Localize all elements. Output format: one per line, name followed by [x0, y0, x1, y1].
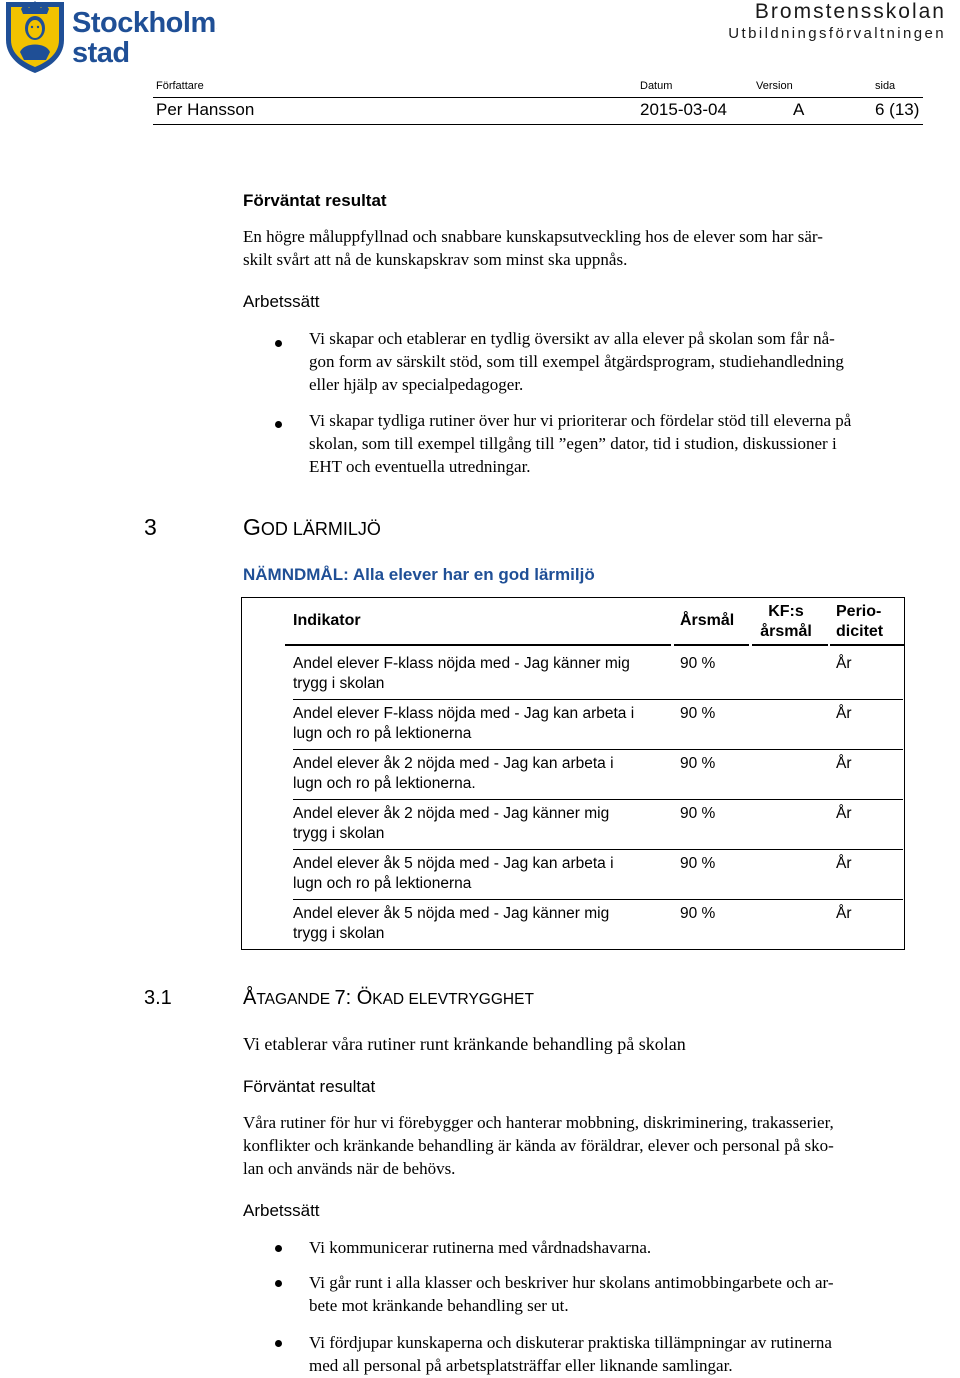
title-part: 7: [334, 987, 346, 1009]
indicator-cell: [293, 904, 668, 944]
cell-line: trygg i skolan: [293, 925, 385, 942]
cell-line: Andel elever åk 2 nöjda med - Jag känner mig: [293, 805, 610, 822]
period-cell: År: [836, 805, 852, 822]
expected-result-heading-2: Förväntat resultat: [243, 1077, 376, 1096]
col-indicator-header: Indikator: [293, 612, 361, 629]
text-line: Vi fördjupar kunskaperna och diskuterar praktiska tillämpningar av rutinerna: [309, 1333, 832, 1352]
header-divider-bottom: [153, 124, 923, 125]
header-rule: [830, 644, 904, 646]
indicator-cell: [293, 854, 668, 894]
bullet-icon: [275, 1340, 282, 1347]
cell-line: Andel elever F-klass nöjda med - Jag känner mig: [293, 655, 630, 672]
title-part: Ö: [356, 987, 373, 1009]
cell-line: lugn och ro på lektionerna: [293, 875, 472, 892]
expected-result-text-2: [243, 1111, 955, 1180]
table-row: [242, 700, 904, 750]
cell-line: Andel elever åk 5 nöjda med - Jag kan arbeta i: [293, 855, 614, 872]
text-line: Våra rutiner för hur vi förebygger och hanterar mobbning, diskriminering, trakasserier,: [243, 1113, 834, 1132]
version-label: Version: [756, 80, 793, 92]
title-rest: OD LÄRMILJÖ: [260, 519, 381, 539]
cell-line: Andel elever åk 5 nöjda med - Jag känner mig: [293, 905, 610, 922]
cell-line: trygg i skolan: [293, 825, 385, 842]
table-row: [242, 900, 904, 950]
target-cell: 90 %: [680, 655, 716, 672]
target-cell: 90 %: [680, 755, 716, 772]
cell-line: lugn och ro på lektionerna.: [293, 775, 476, 792]
method-bullet-1: [309, 327, 954, 396]
cell-line: lugn och ro på lektionerna: [293, 725, 472, 742]
indicator-table: [241, 597, 905, 950]
method-heading-2: Arbetssätt: [243, 1201, 320, 1220]
text-line: skolan, som till exempel tillgång till ”egen” dator, tid i studion, diskussioner i: [309, 434, 837, 453]
subsection-intro: Vi etablerar våra rutiner runt kränkande behandling på skolan: [243, 1034, 686, 1054]
indicator-cell: [293, 754, 668, 794]
svg-text:Stockholms: Stockholms: [72, 7, 217, 39]
subsection-title: [243, 987, 534, 1010]
period-cell: År: [836, 655, 852, 672]
target-cell: 90 %: [680, 855, 716, 872]
meta-values: [0, 100, 960, 124]
title-part: :: [345, 987, 357, 1009]
bullet-icon: [275, 340, 282, 347]
header-divider-top: [153, 97, 923, 98]
title-initial: G: [243, 514, 261, 540]
cell-line: Andel elever åk 2 nöjda med - Jag kan arbeta i: [293, 755, 614, 772]
method-bullet-2: [309, 409, 954, 478]
indicator-cell: [293, 654, 668, 694]
committee-goal: NÄMNDMÅL: Alla elever har en god lärmiljö: [243, 565, 595, 584]
header-rule: [674, 644, 749, 646]
header-line: KF:s: [768, 603, 804, 620]
indicator-cell: [293, 804, 668, 844]
header-line: Perio-: [836, 603, 882, 620]
text-line: Vi kommunicerar rutinerna med vårdnadshavarna.: [309, 1238, 652, 1257]
date-value: 2015-03-04: [640, 100, 727, 119]
page-value: 6 (13): [875, 100, 920, 119]
text-line: med all personal på arbetsplatsträffar eller liknande samlingar.: [309, 1356, 733, 1375]
header-line: dicitet: [836, 623, 884, 640]
page-label: sida: [875, 80, 896, 92]
table-row: [242, 850, 904, 900]
school-name: Bromstensskolan: [754, 0, 946, 23]
date-label: Datum: [640, 80, 673, 92]
header-line: årsmål: [760, 623, 812, 640]
meta-labels: [0, 80, 960, 96]
indicator-cell: [293, 704, 668, 744]
text-line: Vi skapar tydliga rutiner över hur vi prioriterar och fördelar stöd till eleverna på: [309, 411, 852, 430]
text-line: gon form av särskilt stöd, som till exempel åtgärdsprogram, studiehandledning: [309, 352, 844, 371]
table-row: [242, 750, 904, 800]
text-line: skilt svårt att nå de kunskapskrav som minst ska uppnås.: [243, 250, 628, 269]
period-cell: År: [836, 755, 852, 772]
version-value: A: [793, 100, 805, 119]
text-line: eller hjälp av specialpedagoger.: [309, 375, 524, 394]
col-period-header: [836, 602, 883, 642]
method-bullet-4: [309, 1271, 954, 1317]
cell-line: trygg i skolan: [293, 675, 385, 692]
expected-result-heading: Förväntat resultat: [243, 191, 387, 210]
title-part: Å: [243, 987, 257, 1009]
method-bullet-3: [309, 1236, 954, 1259]
cell-line: Andel elever F-klass nöjda med - Jag kan arbeta i: [293, 705, 635, 722]
bullet-icon: [275, 1280, 282, 1287]
author-label: Författare: [156, 80, 204, 92]
header-rule: [752, 644, 828, 646]
table-row: [242, 650, 904, 700]
section-title: [243, 514, 381, 541]
text-line: Vi skapar och etablerar en tydlig översikt av alla elever på skolan som får nå-: [309, 329, 835, 348]
target-cell: 90 %: [680, 805, 716, 822]
text-line: Vi går runt i alla klasser och beskriver hur skolans antimobbingarbete och ar-: [309, 1273, 834, 1292]
expected-result-text: [243, 225, 955, 271]
department-name: Utbildningsförvaltningen: [728, 25, 946, 42]
text-line: En högre måluppfyllnad och snabbare kunskapsutveckling hos de elever som har sär-: [243, 227, 823, 246]
subsection-number: 3.1: [144, 987, 172, 1009]
period-cell: År: [836, 855, 852, 872]
text-line: konflikter och kränkande behandling är kända av föräldrar, elever och personal på sko-: [243, 1136, 834, 1155]
section-number: 3: [144, 514, 157, 540]
col-target-header: Årsmål: [680, 612, 735, 629]
period-cell: År: [836, 905, 852, 922]
svg-text:stad: stad: [72, 37, 130, 69]
header-rule: [285, 644, 671, 646]
table-row: [242, 800, 904, 850]
text-line: EHT och eventuella utredningar.: [309, 457, 531, 476]
text-line: lan och används när de behövs.: [243, 1159, 456, 1178]
method-heading: Arbetssätt: [243, 292, 320, 311]
text-line: bete mot kränkande behandling ser ut.: [309, 1296, 569, 1315]
stockholms-stad-logo: [2, 0, 217, 74]
method-bullet-5: [309, 1331, 954, 1377]
author-value: Per Hansson: [156, 100, 255, 119]
bullet-icon: [275, 421, 282, 428]
title-part: KAD: [372, 991, 409, 1008]
col-kf-header: [758, 602, 814, 642]
bullet-icon: [275, 1245, 282, 1252]
period-cell: År: [836, 705, 852, 722]
title-part: TAGANDE: [256, 991, 335, 1008]
target-cell: 90 %: [680, 905, 716, 922]
title-part: ELEVTRYGGHET: [408, 991, 534, 1008]
target-cell: 90 %: [680, 705, 716, 722]
